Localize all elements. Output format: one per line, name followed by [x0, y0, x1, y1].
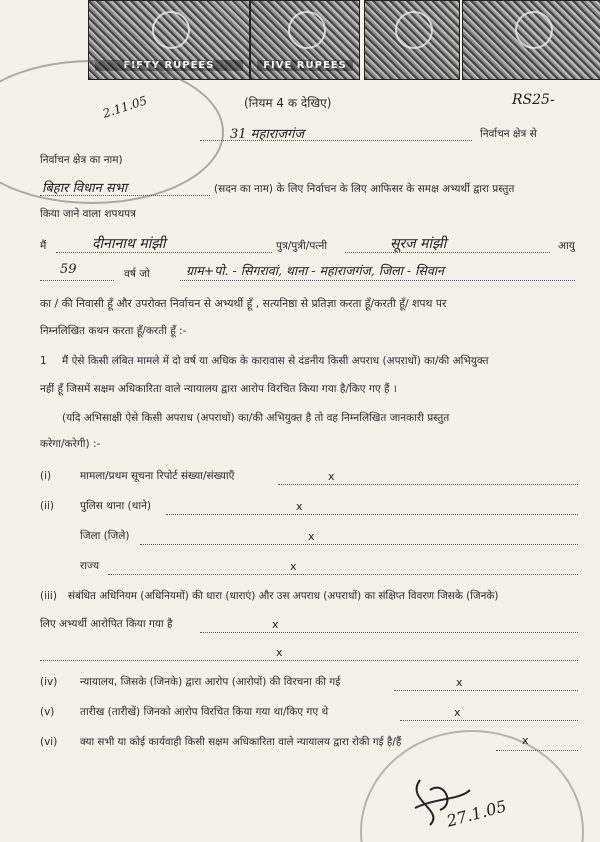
affidavit-page: FIFTY RUPEES FIVE RUPEES 2.11.05 (नियम 4 क देखिए) RS25- 31 महाराजगंज निर्वाचन क्षेत्र से निर्वाचन क्षेत्र का नाम) बिहार विधान सभा (सदन का नाम) के लिए निर्वाचन के लिए आफिसर के समक्ष अभ्यर्थी द्वारा प्रस्तुत किया जाने वाला शपथपत्र मैं दीनानाथ मांझी पुत्र/पुत्री/पत्नी सूरज मांझी आयु 59 वर्ष जो ग्राम+पो. - सिगरावां, थाना - महाराजगंज, जिला - सिवान का / की निवासी हूँ और उपरोक्त निर्वाचन से अभ्यर्थी हूँ , सत्यनिष्ठा से प्रतिज्ञा करता हूँ/करती हूँ/ शपथ पर निम्नलिखित कथन करता हूँ/करती हूँ :- 1 मैं ऐसे किसी लंबित मामले में दो वर्ष या अधिक के कारावास से दंडनीय किसी अपराध (अपराधों) का/की अभियुक्त नहीं हूँ जिसमें सक्षम अधिकारिता वाले न्यायालय द्वारा आरोप विरचित किया गया है/किए गए हैं । (यदि अभिसाक्षी ऐसे किसी अपराध (अपराधों) का/की अभियुक्त है तो वह निम्नलिखित जानकारी प्रस्तुत करेगा/करेगी) :- (i) मामला/प्रथम सूचना रिपोर्ट संख्या/संख्याएँ x (ii) पुलिस थाना (थाने) x जिला (जिले) x राज्य x (iii) संबंधित अधिनियम (अधिनियमों) की धारा (धाराएं) और उस अपराध (अपराधों) का संक्षिप्त विवरण जिसके (जिनके) लिए अभ्यर्थी आरोपित किया गया है x x (iv) न्यायालय, जिसके (जिनके) द्वारा आरोप (आरोपों) की विरचना की गई x (v) तारीख (तारीखें) जिनको आरोप विरचित किया गया था/किए गए थे x (vi) क्या सभी या कोई कार्यवाही किसी सक्षम अधिकारिता वाले न्यायालय द्वारा रोकी गई है/हैं x 27.1.05 [0, 0, 600, 842]
fee-note: RS25- [512, 92, 555, 108]
address-value: ग्राम+पो. - सिगरावां, थाना - महाराजगंज, जिला - सिवान [186, 263, 444, 278]
constituency-value: 31 महाराजगंज [230, 127, 305, 142]
deponent-name: दीनानाथ मांझी [92, 236, 166, 252]
rule-reference: (नियम 4 क देखिए) [244, 96, 332, 110]
court-fee-stamp [462, 0, 600, 80]
signature-date: 27.1.05 [444, 796, 509, 831]
court-fee-stamp: FIFTY RUPEES [88, 0, 250, 80]
court-fee-stamp [364, 0, 460, 80]
house-value: बिहार विधान सभा [42, 181, 128, 196]
father-name: सूरज मांझी [390, 236, 447, 252]
court-fee-stamp: FIVE RUPEES [250, 0, 360, 80]
stamp-date: 2.11.05 [100, 93, 149, 121]
age-value: 59 [60, 262, 77, 277]
